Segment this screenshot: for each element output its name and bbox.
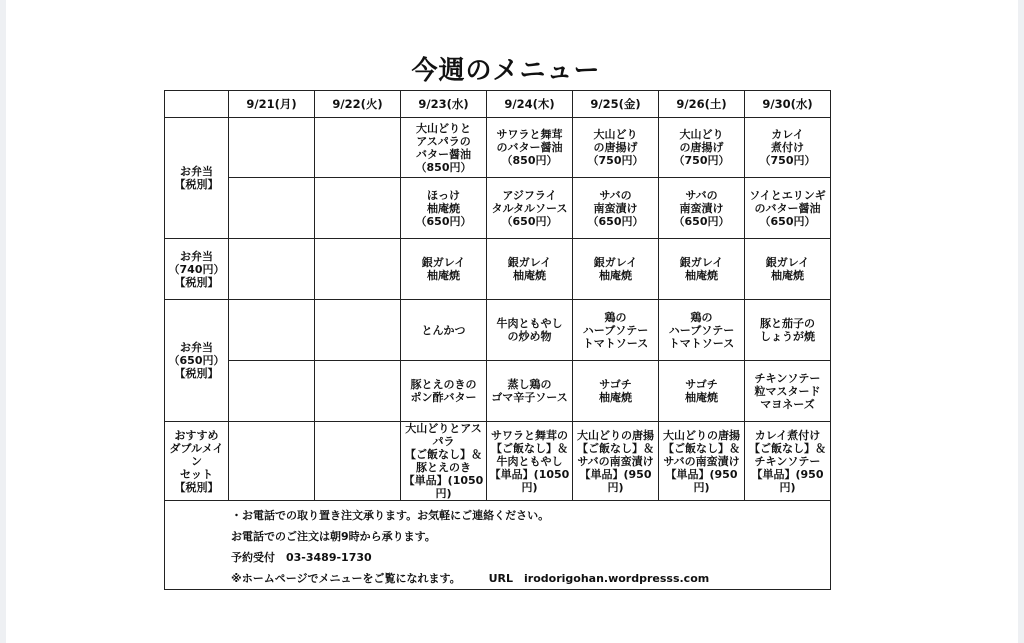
menu-cell: サゴチ 柚庵焼 [573, 361, 659, 422]
menu-cell: とんかつ [401, 300, 487, 361]
menu-cell [315, 118, 401, 178]
menu-cell [229, 118, 315, 178]
homepage-url: URL irodorigohan.wordpresss.com [488, 572, 710, 585]
date-header: 9/22(火) [315, 91, 401, 118]
footer-notes [165, 501, 831, 590]
menu-cell: 大山どり の唐揚げ （750円） [659, 118, 745, 178]
menu-cell: ほっけ 柚庵焼 （650円） [401, 178, 487, 239]
footer-line: 予約受付 03-3489-1730 [231, 551, 372, 564]
menu-cell: 銀ガレイ 柚庵焼 [487, 239, 573, 300]
table-row [165, 178, 831, 239]
menu-cell [315, 361, 401, 422]
menu-cell: アジフライ タルタルソース （650円） [487, 178, 573, 239]
menu-cell: 銀ガレイ 柚庵焼 [573, 239, 659, 300]
category-cell: お弁当 【税別】 [165, 118, 229, 239]
corner-cell [165, 91, 229, 118]
category-cell: お弁当 （740円） 【税別】 [165, 239, 229, 300]
menu-cell [315, 239, 401, 300]
menu-cell: 銀ガレイ 柚庵焼 [745, 239, 831, 300]
date-header: 9/21(月) [229, 91, 315, 118]
menu-table [164, 90, 831, 590]
footer-line: お電話でのご注文は朝9時から承ります。 [231, 530, 436, 543]
menu-cell: 銀ガレイ 柚庵焼 [401, 239, 487, 300]
homepage-note: ※ホームページでメニューをご覧になれます。 [231, 572, 461, 585]
table-row [165, 361, 831, 422]
menu-cell: 豚と茄子の しょうが焼 [745, 300, 831, 361]
category-cell: お弁当 （650円） 【税別】 [165, 300, 229, 422]
footer-line [231, 568, 830, 589]
menu-cell [315, 300, 401, 361]
date-header: 9/25(金) [573, 91, 659, 118]
menu-cell: ソイとエリンギ のバター醤油 （650円） [745, 178, 831, 239]
menu-cell: 大山どりと アスパラの バター醤油 （850円） [401, 118, 487, 178]
date-header: 9/30(水) [745, 91, 831, 118]
menu-cell [315, 178, 401, 239]
menu-cell [315, 422, 401, 501]
page-title: 今週のメニュー [411, 56, 601, 86]
menu-cell: カレイ煮付け 【ご飯なし】＆ チキンソテー 【単品】(950円) [745, 422, 831, 501]
menu-cell [229, 300, 315, 361]
menu-cell [229, 239, 315, 300]
menu-cell: 牛肉ともやし の炒め物 [487, 300, 573, 361]
menu-cell: サゴチ 柚庵焼 [659, 361, 745, 422]
menu-page [6, 0, 1018, 643]
table-row [165, 422, 831, 501]
menu-cell: サバの 南蛮漬け （650円） [573, 178, 659, 239]
header-row [165, 91, 831, 118]
menu-cell: 大山どりとアスパラ 【ご飯なし】＆ 豚とえのき 【単品】(1050円) [401, 422, 487, 501]
menu-cell: サワラと舞茸の 【ご飯なし】＆ 牛肉ともやし 【単品】(1050円) [487, 422, 573, 501]
table-row [165, 300, 831, 361]
menu-cell: サワラと舞茸 のバター醤油 （850円） [487, 118, 573, 178]
date-header: 9/26(土) [659, 91, 745, 118]
footer-row [165, 501, 831, 590]
menu-cell: 大山どり の唐揚げ （750円） [573, 118, 659, 178]
table-row [165, 118, 831, 178]
category-cell: おすすめ ダブルメイン セット 【税別】 [165, 422, 229, 501]
menu-cell: 銀ガレイ 柚庵焼 [659, 239, 745, 300]
menu-cell: 鶏の ハーブソテー トマトソース [573, 300, 659, 361]
menu-cell: 鶏の ハーブソテー トマトソース [659, 300, 745, 361]
menu-cell [229, 178, 315, 239]
menu-cell: 大山どりの唐揚 【ご飯なし】＆ サバの南蛮漬け 【単品】(950円) [573, 422, 659, 501]
menu-cell: 蒸し鶏の ゴマ辛子ソース [487, 361, 573, 422]
menu-cell: カレイ 煮付け （750円） [745, 118, 831, 178]
menu-cell: チキンソテー 粒マスタード マヨネーズ [745, 361, 831, 422]
menu-cell: サバの 南蛮漬け （650円） [659, 178, 745, 239]
date-header: 9/23(水) [401, 91, 487, 118]
date-header: 9/24(木) [487, 91, 573, 118]
menu-cell [229, 422, 315, 501]
table-row [165, 239, 831, 300]
menu-cell [229, 361, 315, 422]
footer-line: ・お電話での取り置き注文承ります。お気軽にご連絡ください。 [231, 509, 550, 522]
menu-cell: 豚とえのきの ポン酢バター [401, 361, 487, 422]
menu-cell: 大山どりの唐揚 【ご飯なし】＆ サバの南蛮漬け 【単品】(950円) [659, 422, 745, 501]
